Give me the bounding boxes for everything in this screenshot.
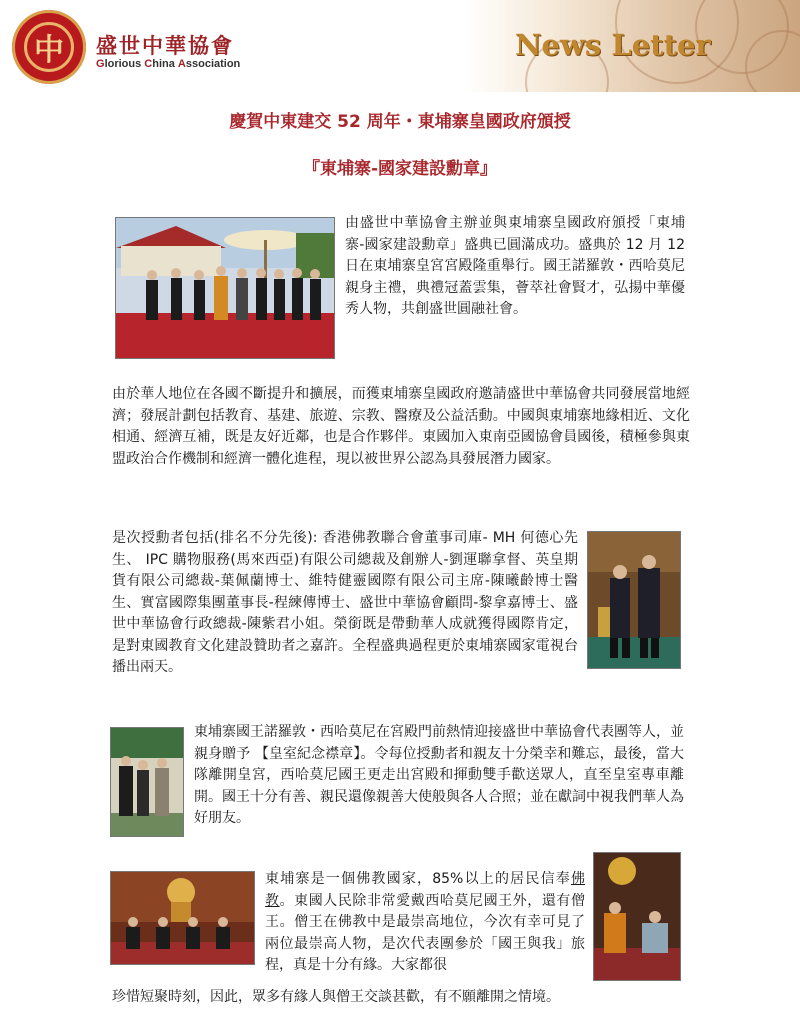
ceremony-group-photo (115, 217, 335, 359)
newsletter-title: News Letter (515, 28, 711, 62)
award-recipients-photo (587, 531, 681, 669)
logo-glyph: 中 (34, 33, 64, 68)
recipients-paragraph: 是次授勳者包括(排名不分先後): 香港佛教聯合會董事司庫- MH 何德心先生、 IPC 購物服務(馬來西亞)有限公司總裁及創辦人-劉運聯拿督、英皇期貨有限公司總裁-葉佩蘭博士、維特健靈國際有限公司主席-陳曦齡博士醫生、實富國際集團董事長-程練傳博士、盛世中華協會顧問-黎拿嘉博士、盛世中華協會行政總裁-陳紫君小姐。榮銜既是帶動華人成就獲得國際肯定，是對東國教育文化建設贊助者之嘉許。全程盛典過程更於東埔寨國家電視台播出兩天。 (112, 530, 578, 675)
background-paragraph: 由於華人地位在各國不斷提升和擴展，而獲東埔寨皇國政府邀請盛世中華協會共同發展當地經濟；發展計劃包括教育、基建、旅遊、宗教、醫療及公益活動。中國與東埔寨地緣相近、文化相通、經濟互補，既是友好近鄰，也是合作夥伴。東國加入東南亞國協會員國後，積極參與東盟政治合作機制和經濟一體化進程，現以被世界公認為具發展潛力國家。 (112, 386, 690, 467)
article-title-line1: 慶賀中東建交 52 周年・東埔寨皇國政府頒授 (229, 112, 571, 132)
org-name-english: Glorious China Association (96, 58, 241, 70)
supreme-patriarch-photo (593, 852, 681, 981)
intro-paragraph: 由盛世中華協會主辦並與東埔寨皇國政府頒授「東埔寨-國家建設勳章」盛典已圓滿成功。盛典於 12 月 12 日在東埔寨皇宮宮殿隆重舉行。國王諾羅敦・西哈莫尼親身主禮，典禮冠蓋雲集，薈萃社會賢才，弘揚中華優秀人物，共創盛世圓融社會。 (345, 215, 685, 317)
buddhism-link[interactable]: 佛教 (265, 871, 585, 909)
buddhism-paragraph-end: 珍惜短聚時刻，因此，眾多有緣人與僧王交談甚歡，有不願離開之情境。 (112, 989, 560, 1005)
monk-meeting-photo (110, 871, 255, 965)
king-paragraph: 東埔寨國王諾羅敦・西哈莫尼在宮殿門前熱情迎接盛世中華協會代表團等人，並親身贈予 【皇室紀念襟章】。令每位授勳者和親友十分榮幸和難忘，最後，當大隊離開皇宮，西哈莫尼國王更走出宮殿和揮動雙手歡送眾人，直至皇室專車離開。國王十分有善、親民還像親善大使般與各人合照；並在獻詞中視我們華人為好朋友。 (194, 724, 684, 826)
org-name-chinese: 盛世中華協會 (96, 34, 234, 58)
buddhism-paragraph: 東埔寨是一個佛教國家，85%以上的居民信奉佛教。東國人民除非常愛戴西哈莫尼國王外，還有僧王。僧王在佛教中是最崇高地位，今次有幸可見了兩位最崇高人物，是次代表團參於「國王與我」旅程，真是十分有緣。大家都很 (265, 871, 586, 973)
association-logo (12, 10, 86, 84)
article-title-line2: 『東埔寨-國家建設勳章』 (302, 159, 498, 179)
page-header (0, 0, 800, 92)
king-greeting-photo (110, 727, 184, 837)
